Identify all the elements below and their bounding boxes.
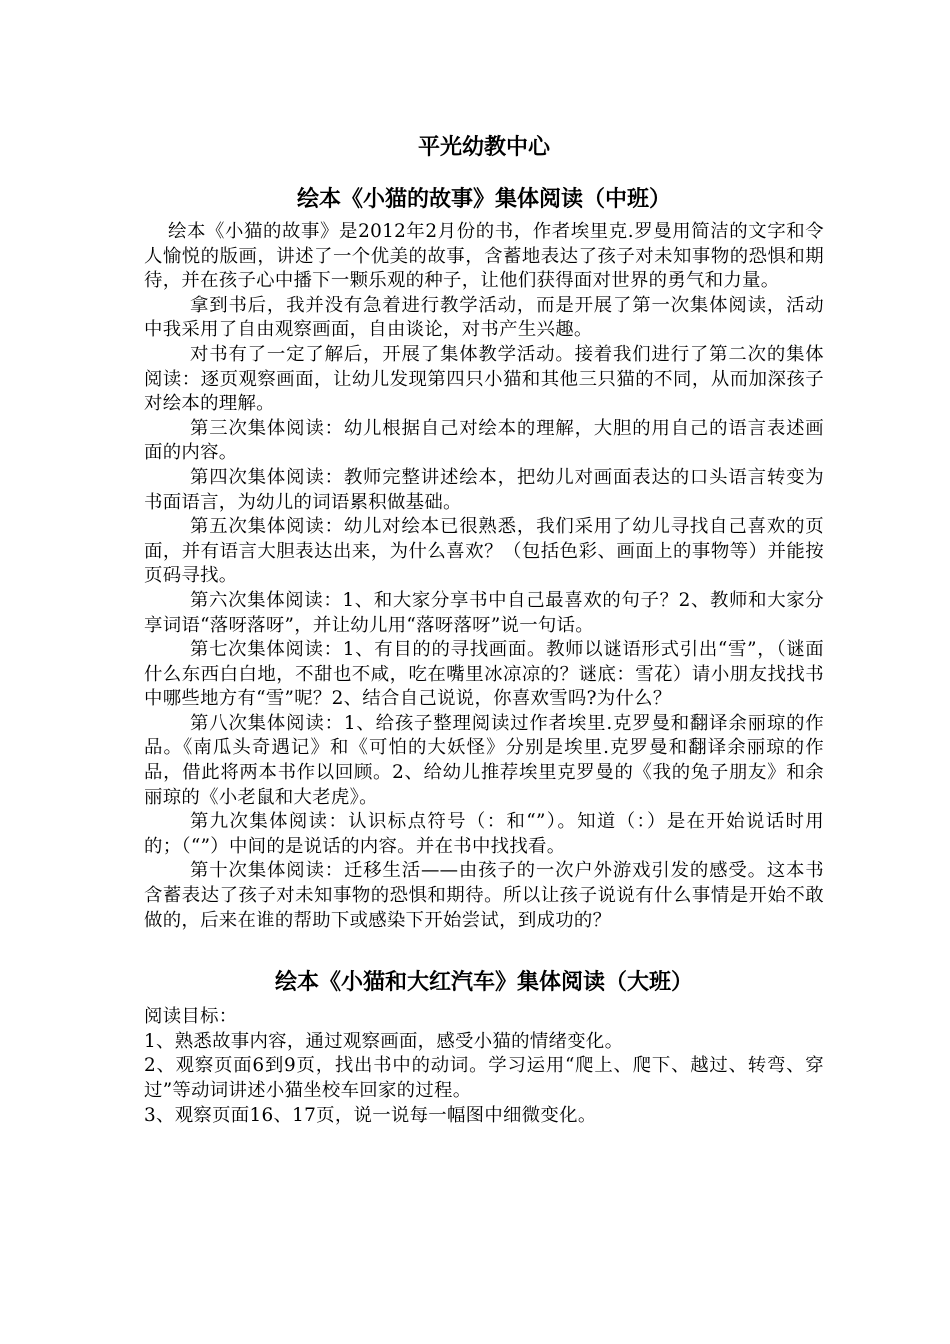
document-content (144, 130, 824, 1128)
section-senior-class (144, 965, 824, 1128)
goal-item: 3、观察页面16、17页，说一说每一幅图中细微变化。 (144, 1104, 597, 1126)
paragraph-reading-1: 拿到书后，我并没有急着进行教学活动，而是开展了第一次集体阅读，活动中我采用了自由观察画面，自由谈论，对书产生兴趣。 (144, 294, 824, 341)
paragraph-reading-5: 第五次集体阅读：幼儿对绘本已很熟悉，我们采用了幼儿寻找自己喜欢的页面，并有语言大胆表达出来，为什么喜欢？（包括色彩、画面上的事物等）并能按页码寻找。 (144, 516, 824, 587)
paragraph-reading-4: 第四次集体阅读：教师完整讲述绘本，把幼儿对画面表达的口头语言转变为书面语言，为幼儿的词语累积做基础。 (144, 466, 824, 513)
paragraph-reading-6: 第六次集体阅读：1、和大家分享书中自己最喜欢的句子？2、教师和大家分享词语“落呀落呀”，并让幼儿用“落呀落呀”说一句话。 (144, 589, 824, 636)
section-title: 绘本《小猫和大红汽车》集体阅读（大班） (274, 969, 693, 996)
org-title: 平光幼教中心 (417, 134, 550, 160)
section-title: 绘本《小猫的故事》集体阅读（中班） (296, 186, 671, 212)
section-middle-class (144, 182, 824, 933)
goal-item: 2、观察页面6到9页，找出书中的动词。学习运用“爬上、爬下、越过、转弯、穿过”等动词讲述小猫坐校车回家的过程。 (144, 1055, 824, 1101)
paragraph-reading-7: 第七次集体阅读：1、有目的的寻找画面。教师以谜语形式引出“雪”，（谜面什么东西白白地，不甜也不咸，吃在嘴里冰凉凉的？谜底：雪花）请小朋友找找书中哪些地方有“雪”呢？2、结合自己说说，你喜欢雪吗?为什么？ (144, 639, 824, 710)
intro-paragraph: 绘本《小猫的故事》是2012年2月份的书，作者埃里克.罗曼用简洁的文字和令人愉悦的版画，讲述了一个优美的故事，含蓄地表达了孩子对未知事物的恐惧和期待，并在孩子心中播下一颗乐观的种子，让他们获得面对世界的勇气和力量。 (144, 221, 824, 292)
paragraph-reading-9: 第九次集体阅读：认识标点符号（：和“”）。知道（：）是在开始说话时用的；（“”）中间的是说话的内容。并在书中找找看。 (144, 811, 824, 857)
paragraph-reading-10: 第十次集体阅读：迁移生活——由孩子的一次户外游戏引发的感受。这本书含蓄表达了孩子对未知事物的恐惧和期待。所以让孩子说说有什么事情是开始不敢做的，后来在谁的帮助下或感染下开始尝试，到成功的？ (144, 860, 824, 931)
goals-heading: 阅读目标： (144, 1006, 238, 1028)
paragraph-reading-2: 对书有了一定了解后，开展了集体教学活动。接着我们进行了第二次的集体阅读：逐页观察画面，让幼儿发现第四只小猫和其他三只猫的不同，从而加深孩子对绘本的理解。 (144, 343, 824, 415)
goal-item: 1、熟悉故事内容，通过观察画面，感受小猫的情绪变化。 (144, 1030, 624, 1052)
paragraph-reading-3: 第三次集体阅读：幼儿根据自己对绘本的理解，大胆的用自己的语言表述画面的内容。 (144, 417, 824, 464)
paragraph-reading-8: 第八次集体阅读：1、给孩子整理阅读过作者埃里.克罗曼和翻译余丽琼的作品。《南瓜头奇遇记》和《可怕的大妖怪》分别是埃里.克罗曼和翻译余丽琼的作品，借此将两本书作以回顾。2、给幼儿推荐埃里克罗曼的《我的兔子朋友》和余丽琼的《小老鼠和大老虎》。 (144, 712, 824, 808)
